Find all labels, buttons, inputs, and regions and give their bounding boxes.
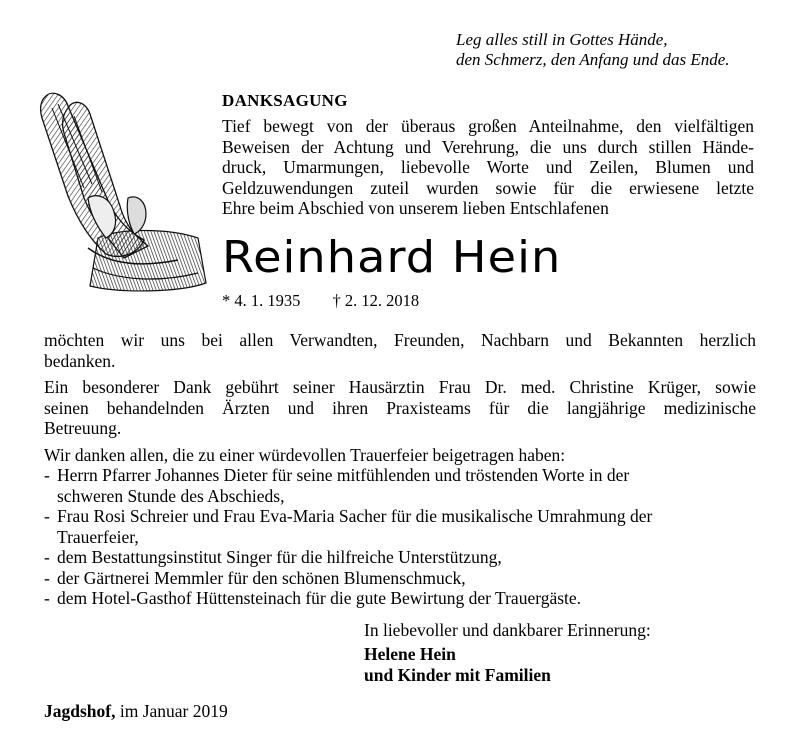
issue-date: im Januar 2019 (119, 701, 228, 721)
list-dash: - (44, 547, 50, 567)
motto-verse (456, 30, 786, 70)
list-line: Trauerfeier, (57, 526, 139, 547)
life-dates (222, 291, 419, 311)
doctor-paragraph (44, 377, 756, 439)
list-item (44, 506, 756, 547)
motto-line: den Schmerz, den Anfang und das Ende. (456, 50, 730, 69)
praying-hands-icon (28, 88, 213, 293)
place-date (44, 701, 228, 722)
intro-paragraph (222, 116, 754, 219)
body-line: Ein besonderer Dank gebührt seiner Hausärztin Frau Dr. med. Christine Krüger, sowie (44, 377, 756, 397)
thanks-paragraph (44, 330, 756, 371)
deceased-name: Reinhard Hein (222, 232, 562, 283)
signer-name: Helene Hein (364, 644, 456, 664)
list-item (44, 465, 756, 506)
intro-line: Beweisen der Achtung und Verehrung, die uns durch stillen Hände- (222, 136, 754, 157)
heading-danksagung: DANKSAGUNG (222, 91, 348, 110)
list-dash: - (44, 506, 50, 526)
list-line: schweren Stunde des Abschieds, (57, 485, 285, 506)
thanks-list (44, 465, 756, 609)
closing-line: In liebevoller und dankbarer Erinnerung: (364, 620, 651, 640)
list-dash: - (44, 465, 50, 485)
list-line: Frau Rosi Schreier und Frau Eva-Maria Sacher für die musikalische Umrahmung der (57, 506, 653, 526)
funeral-intro: Wir danken allen, die zu einer würdevollen Trauerfeier beigetragen haben: (44, 444, 566, 465)
list-item (44, 547, 756, 568)
body-line: seinen behandelnden Ärzten und ihren Praxisteams für die langjährige medizinische (44, 397, 756, 418)
thanks-body (44, 330, 756, 609)
list-dash: - (44, 567, 50, 588)
death-date: † 2. 12. 2018 (332, 291, 420, 310)
intro-line: druck, Umarmungen, liebevolle Worte und Zeilen, Blumen und (222, 157, 754, 177)
list-line: dem Bestattungsinstitut Singer für die hilfreiche Unterstützung, (57, 547, 502, 567)
intro-line: Ehre beim Abschied von unserem lieben Entschlafenen (222, 198, 609, 218)
signers (364, 644, 764, 685)
body-line: möchten wir uns bei allen Verwandten, Freunden, Nachbarn und Bekannten herzlich (44, 330, 756, 350)
list-dash: - (44, 588, 50, 608)
body-line: Betreuung. (44, 418, 122, 438)
list-line: dem Hotel-Gasthof Hüttensteinach für die gute Bewirtung der Trauergäste. (57, 588, 582, 608)
intro-line: Geldzuwendungen zuteil wurden sowie für die erwiesene letzte (222, 177, 754, 198)
signer-family: und Kinder mit Familien (364, 664, 551, 685)
birth-date: * 4. 1. 1935 (222, 291, 301, 310)
list-line: Herrn Pfarrer Johannes Dieter für seine mitfühlenden und tröstenden Worte in der (57, 465, 630, 485)
body-line: bedanken. (44, 350, 116, 371)
list-item (44, 588, 756, 609)
list-line: der Gärtnerei Memmler für den schönen Blumenschmuck, (57, 567, 466, 588)
list-item (44, 568, 756, 589)
motto-line: Leg alles still in Gottes Hände, (456, 30, 668, 49)
town-name: Jagdshof, (44, 701, 116, 721)
intro-line: Tief bewegt von der überaus großen Anteilnahme, den vielfältigen (222, 116, 754, 136)
